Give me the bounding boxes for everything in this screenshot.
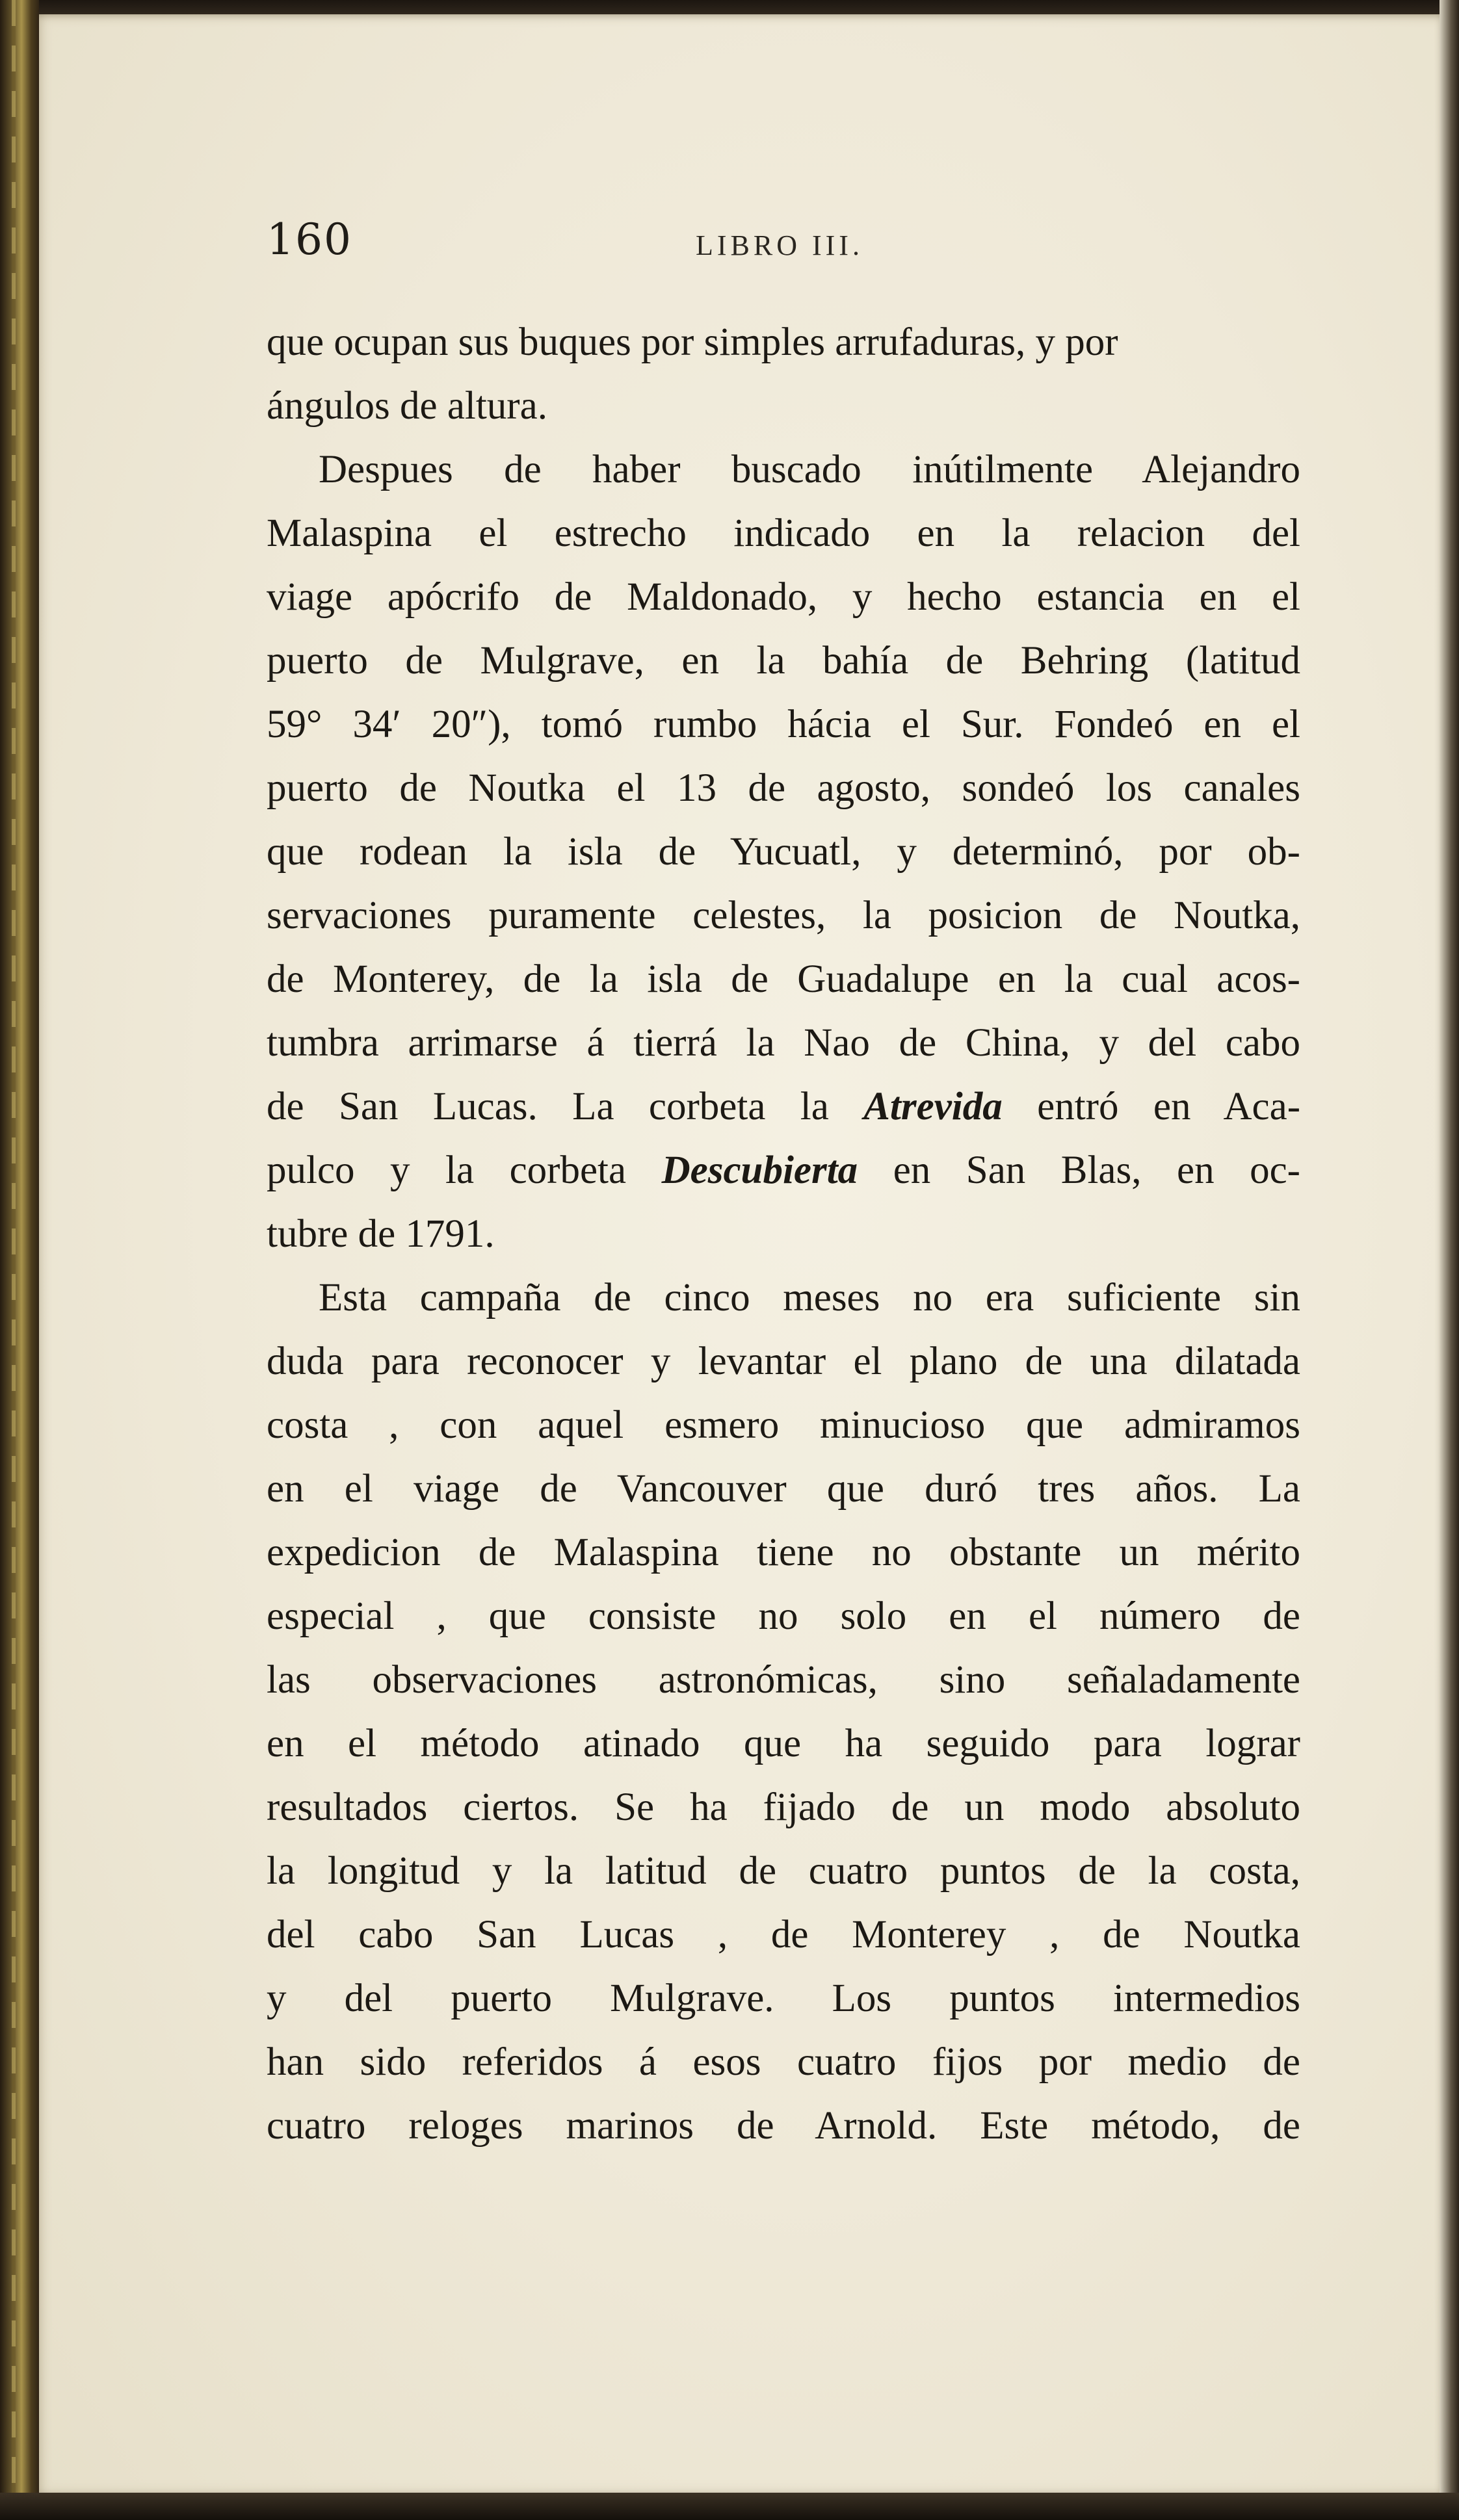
text-line-with-ship-name	[267, 1075, 1300, 1139]
text-line: cuatro reloges marinos de Arnold. Este método, de	[267, 2104, 1300, 2148]
text-line: en el viage de Vancouver que duró tres años. La	[267, 1467, 1300, 1511]
book-binding	[0, 0, 39, 2520]
text-line: puerto de Mulgrave, en la bahía de Behring (latitud	[267, 639, 1300, 682]
text-line: las observaciones astronómicas, sino señaladamente	[267, 1658, 1300, 1702]
text-line: especial , que consiste no solo en el número de	[267, 1594, 1300, 1638]
text-line: expedicion de Malaspina tiene no obstante un mérito	[267, 1531, 1300, 1574]
text-line: que rodean la isla de Yucuatl, y determinó, por ob-	[267, 830, 1300, 874]
page-bottom-edge	[0, 2493, 1459, 2520]
text-line: han sido referidos á esos cuatro fijos por medio de	[267, 2040, 1300, 2084]
text-line: Malaspina el estrecho indicado en la relacion del	[267, 512, 1300, 555]
ship-name-descubierta: Descubierta	[661, 1149, 858, 1192]
text-line: ángulos de altura.	[267, 384, 547, 428]
running-head	[267, 214, 1346, 273]
text-line: 59° 34′ 20″), tomó rumbo hácia el Sur. Fondeó en el	[267, 703, 1300, 746]
text-line: resultados ciertos. Se ha fijado de un modo absoluto	[267, 1786, 1300, 1829]
text-line: servaciones puramente celestes, la posicion de Noutka,	[267, 894, 1300, 937]
text-line: en el método atinado que ha seguido para lograr	[267, 1722, 1300, 1765]
text-line: costa , con aquel esmero minucioso que admiramos	[267, 1403, 1300, 1447]
page-right-edge	[1439, 0, 1459, 2520]
section-title: LIBRO III.	[696, 229, 863, 261]
page-number: 160	[267, 214, 352, 265]
text-segment: de San Lucas. La corbeta la	[267, 1085, 864, 1128]
text-line: del cabo San Lucas , de Monterey , de Noutka	[267, 1913, 1300, 1956]
text-line: duda para reconocer y levantar el plano de una dilatada	[267, 1340, 1300, 1383]
text-segment: pulco y la corbeta	[267, 1149, 662, 1192]
text-line: tubre de 1791.	[267, 1212, 495, 1256]
text-segment: entró en Aca-	[1002, 1085, 1301, 1128]
paragraph-first-line: Despues de haber buscado inútilmente Alejandro	[319, 448, 1300, 491]
text-line: la longitud y la latitud de cuatro puntos de la costa,	[267, 1849, 1300, 1893]
text-line-with-ship-name	[267, 1139, 1300, 1202]
text-line: de Monterey, de la isla de Guadalupe en la cual acos-	[267, 957, 1300, 1001]
paragraph-first-line: Esta campaña de cinco meses no era suficiente sin	[319, 1276, 1300, 1319]
text-line: y del puerto Mulgrave. Los puntos intermedios	[267, 1977, 1300, 2020]
text-line: puerto de Noutka el 13 de agosto, sondeó los canales	[267, 766, 1300, 810]
ship-name-atrevida: Atrevida	[863, 1085, 1003, 1128]
body-text	[267, 311, 1300, 2158]
text-segment: en San Blas, en oc-	[858, 1149, 1300, 1192]
text-line: tumbra arrimarse á tierrá la Nao de China, y del cabo	[267, 1021, 1300, 1065]
text-line: viage apócrifo de Maldonado, y hecho estancia en el	[267, 575, 1300, 619]
text-line: que ocupan sus buques por simples arrufaduras, y por	[267, 320, 1118, 364]
